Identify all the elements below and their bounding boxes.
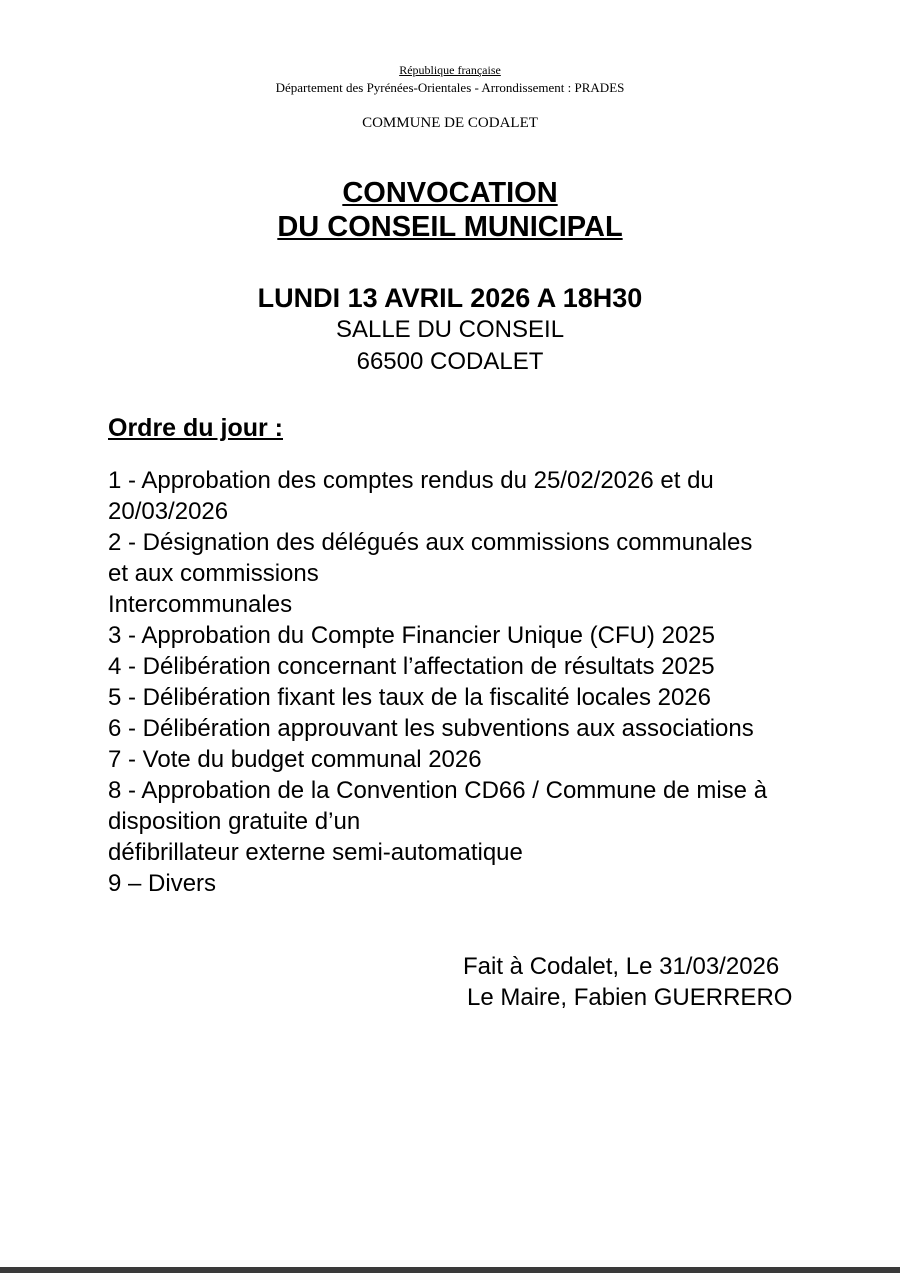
commune-name: COMMUNE DE CODALET <box>362 115 538 131</box>
agenda-line: 7 - Vote du budget communal 2026 <box>108 746 482 773</box>
agenda-heading: Ordre du jour : <box>108 414 283 442</box>
agenda-line: et aux commissions <box>108 560 319 587</box>
meeting-place: SALLE DU CONSEIL <box>335 316 565 343</box>
agenda-line: disposition gratuite d’un <box>108 808 361 835</box>
agenda-line: 9 – Divers <box>108 870 217 897</box>
meeting-city: 66500 CODALET <box>356 348 544 375</box>
signature-block <box>463 951 855 1013</box>
agenda-line: 20/03/2026 <box>108 498 229 525</box>
republic-line: République française <box>399 63 501 77</box>
agenda-line: 5 - Délibération fixant les taux de la fiscalité locales 2026 <box>108 684 711 711</box>
administrative-header <box>45 62 855 96</box>
document-title <box>45 176 855 244</box>
page-bottom-edge <box>0 1267 900 1273</box>
agenda-line: 6 - Délibération approuvant les subventions aux associations <box>108 715 754 742</box>
meeting-datetime: LUNDI 13 AVRIL 2026 A 18H30 <box>257 283 643 313</box>
agenda-line: 3 - Approbation du Compte Financier Unique (CFU) 2025 <box>108 622 715 649</box>
agenda-line: défibrillateur externe semi-automatique <box>108 839 523 866</box>
document-title-line2: DU CONSEIL MUNICIPAL <box>277 211 623 243</box>
signature-mayor-name: Le Maire, Fabien GUERRERO <box>467 984 793 1011</box>
signature-place-date: Fait à Codalet, Le 31/03/2026 <box>463 953 780 980</box>
agenda-line: 2 - Désignation des délégués aux commissions communales <box>108 529 753 556</box>
agenda-line: Intercommunales <box>108 591 293 618</box>
agenda-line: 4 - Délibération concernant l’affectation de résultats 2025 <box>108 653 715 680</box>
agenda-list <box>108 465 855 899</box>
agenda-line: 1 - Approbation des comptes rendus du 25/02/2026 et du <box>108 467 714 494</box>
meeting-info <box>45 282 855 378</box>
agenda-line: 8 - Approbation de la Convention CD66 / Commune de mise à <box>108 777 768 804</box>
document-title-line1: CONVOCATION <box>342 177 558 209</box>
department-line: Département des Pyrénées-Orientales - Arrondissement : PRADES <box>275 80 625 95</box>
